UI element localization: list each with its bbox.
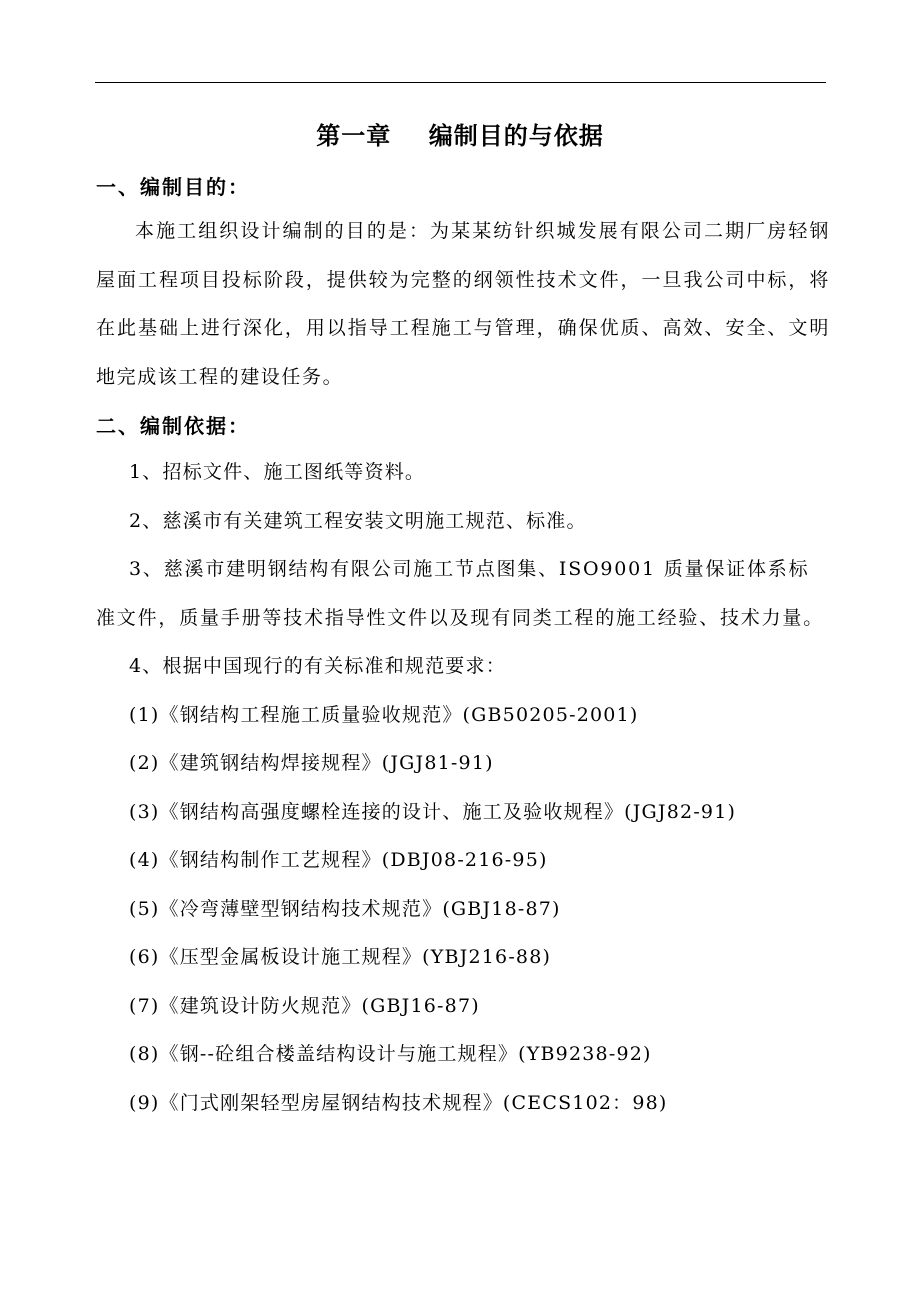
section-heading-basis: 二、编制依据： (96, 414, 250, 438)
list-item: (7)《建筑设计防火规范》(GBJ16-87) (129, 994, 480, 1017)
chapter-title: 第一章 编制目的与依据 (316, 121, 604, 150)
list-item: (1)《钢结构工程施工质量验收规范》(GB50205-2001) (129, 703, 639, 726)
list-item: 3、慈溪市建明钢结构有限公司施工节点图集、ISO9001 质量保证体系标准文件，质量手册等技术指导性文件以及现有同类工程的施工经验、技术力量。 (96, 558, 825, 629)
header-rule (95, 82, 826, 83)
basis-list (96, 448, 830, 1127)
list-item: (3)《钢结构高强度螺栓连接的设计、施工及验收规程》(JGJ82-91) (129, 800, 737, 823)
list-item: 4、根据中国现行的有关标准和规范要求： (129, 655, 506, 677)
list-item: (8)《钢--砼组合楼盖结构设计与施工规程》(YB9238-92) (129, 1043, 652, 1065)
purpose-paragraph: 本施工组织设计编制的目的是：为某某纺针织城发展有限公司二期厂房轻钢屋面工程项目投标阶段，提供较为完整的纲领性技术文件，一旦我公司中标，将在此基础上进行深化，用以指导工程施工与管理，确保优质、高效、安全、文明地完成该工程的建设任务。 (96, 220, 830, 388)
list-item: (2)《建筑钢结构焊接规程》(JGJ81-91) (129, 752, 494, 774)
section-heading-purpose: 一、编制目的： (96, 175, 250, 199)
list-item: (6)《压型金属板设计施工规程》(YBJ216-88) (129, 946, 552, 968)
list-item: (5)《冷弯薄壁型钢结构技术规范》(GBJ18-87) (129, 897, 561, 920)
list-item: (9)《门式刚架轻型房屋钢结构技术规程》(CECS102：98) (129, 1091, 668, 1114)
list-item: 1、招标文件、施工图纸等资料。 (129, 461, 426, 483)
list-item: 2、慈溪市有关建筑工程安装文明施工规范、标准。 (129, 509, 587, 532)
list-item: (4)《钢结构制作工艺规程》(DBJ08-216-95) (129, 849, 548, 871)
